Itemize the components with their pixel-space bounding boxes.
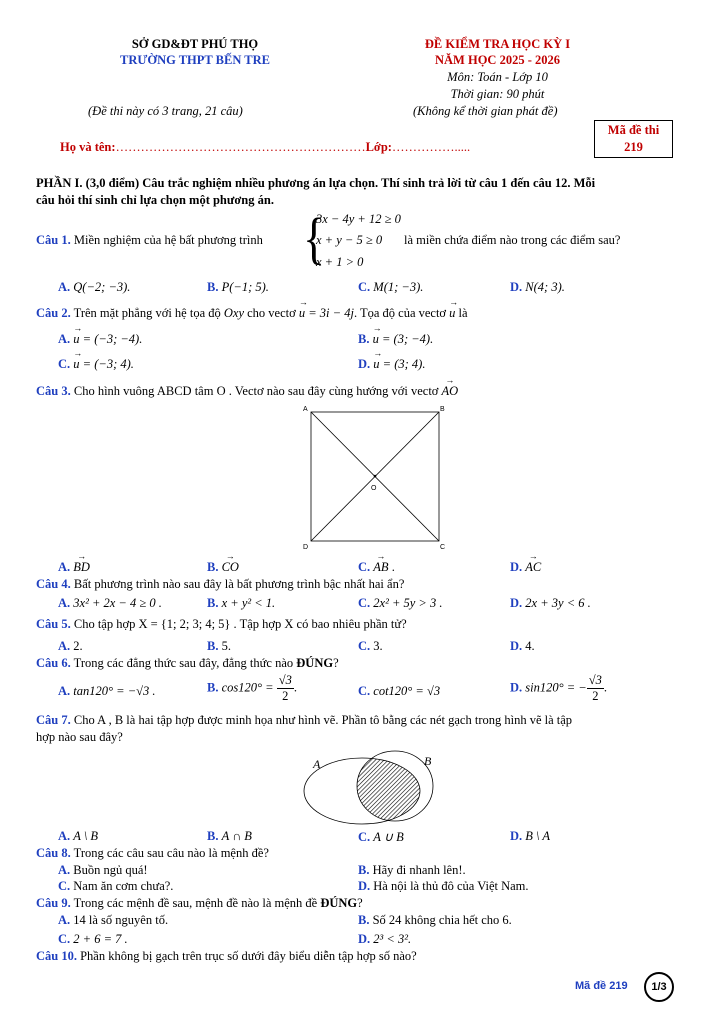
q9-option-d: D. 2³ < 3². — [358, 932, 412, 946]
q3-option-d: D. → AC — [510, 560, 541, 575]
time-note: (Không kể thời gian phát đề) — [413, 104, 558, 118]
exam-code-box — [594, 120, 673, 158]
q4-option-a: A. 3x² + 2x − 4 ≥ 0 . — [58, 596, 162, 610]
q6-option-d: D. sin120° = − $\frac{√3}{2}$ . — [510, 673, 607, 703]
q3-option-c: C. → AB . — [358, 560, 395, 575]
square-figure — [300, 404, 450, 549]
exam-time: Thời gian: 90 phút — [450, 87, 545, 101]
option-letter: B. — [207, 280, 219, 294]
q5-option-a: A. 2. — [58, 639, 83, 653]
q6-option-c: C. cot120° = √3 — [358, 684, 441, 698]
q2-option-a: A. → u = (−3; −4). — [58, 332, 142, 347]
venn-label-b: B — [424, 754, 432, 768]
q7-option-b: B. A ∩ B — [207, 829, 252, 843]
q1-option-d: D. N(4; 3). — [510, 280, 565, 294]
q3-label: Câu 3. — [36, 384, 71, 398]
name-label: Họ và tên: — [60, 140, 116, 154]
q1-option-a: A. Q(−2; −3). — [58, 280, 131, 294]
q5-option-b: B. 5. — [207, 639, 231, 653]
class-dots: ……………..... — [391, 140, 471, 154]
q5-option-c: C. 3. — [358, 639, 383, 653]
q1-option-c: C. M(1; −3). — [358, 280, 424, 294]
q8-option-b: B. Hãy đi nhanh lên!. — [358, 863, 466, 877]
q6-option-b: B. cos120° = $\frac{√3}{2}$ . — [207, 673, 297, 703]
q4-option-d: D. 2x + 3y < 6 . — [510, 596, 591, 610]
q2-option-b: B. → u = (3; −4). — [358, 332, 433, 347]
q9-option-c: C. 2 + 6 = 7 . — [58, 932, 128, 946]
q4-option-b: B. x + y² < 1. — [207, 596, 276, 610]
q2-label: Câu 2. — [36, 306, 71, 320]
label-o: O — [371, 485, 377, 492]
label-d: D — [303, 544, 309, 549]
q7-stem: Câu 7. Cho A , B là hai tập hợp được minh họa như hình vẽ. Phần tô bằng các nét gạch trong hình vẽ là tập — [36, 713, 573, 727]
q9-option-a: A. 14 là số nguyên tố. — [58, 913, 169, 927]
q1-ineq-1: 3x − 4y + 12 ≥ 0 — [316, 212, 401, 226]
q1-stem — [36, 233, 263, 248]
school-name: TRƯỜNG THPT BẾN TRE — [120, 53, 270, 67]
q7-option-c: C. A ∪ B — [358, 830, 404, 844]
q5-option-d: D. 4. — [510, 639, 535, 653]
q7-stem-2: hợp nào sau đây? — [36, 730, 123, 744]
q2-option-c: C. → u = (−3; 4). — [58, 357, 134, 372]
q2-stem: Câu 2. Trên mặt phẳng với hệ tọa độ Oxy cho vectơ → u = 3i − 4j. Tọa độ của vectơ → u là — [36, 306, 468, 321]
option-letter: A. — [58, 280, 71, 294]
q4-option-c: C. 2x² + 5y > 3 . — [358, 596, 443, 610]
q6-option-a: A. tan120° = −√3 . — [58, 684, 156, 698]
q8-option-a: A. Buồn ngủ quá! — [58, 863, 148, 877]
q1-ineq-2: x + y − 5 ≥ 0 — [316, 233, 383, 247]
q8-option-d: D. Hà nội là thủ đô của Việt Nam. — [358, 879, 529, 893]
q8-option-c: C. Nam ăn cơm chưa?. — [58, 879, 174, 893]
label-a: A — [303, 406, 308, 413]
q2-option-d: D. → u = (3; 4). — [358, 357, 425, 372]
option-letter: C. — [358, 280, 371, 294]
q1-text-after: là miền chứa điểm nào trong các điểm sau? — [404, 233, 621, 247]
option-letter: D. — [510, 280, 523, 294]
q3-option-a: A. → BD — [58, 560, 90, 575]
q1-ineq-3: x + 1 > 0 — [316, 255, 364, 269]
exam-title: ĐỀ KIỂM TRA HỌC KỲ I — [424, 37, 571, 51]
footer-exam-code: Mã đề 219 — [575, 980, 628, 992]
q7-option-d: D. B \ A — [510, 829, 551, 843]
center-point — [374, 475, 377, 478]
q4-stem: Câu 4. Bất phương trình nào sau đây là bất phương trình bậc nhất hai ẩn? — [36, 577, 405, 591]
q9-stem: Câu 9. Trong các mệnh đề sau, mệnh đề nào là mệnh đề ĐÚNG? — [36, 896, 363, 910]
q3-stem: Câu 3. Cho hình vuông ABCD tâm O . Vectơ nào sau đây cùng hướng với vectơ → AO — [36, 384, 458, 399]
label-b: B — [440, 406, 445, 413]
label-c: C — [440, 544, 446, 549]
q6-stem: Câu 6. Trong các đẳng thức sau đây, đẳng thức nào ĐÚNG? — [36, 656, 339, 670]
exam-code-value: 219 — [624, 140, 643, 154]
q3-option-b: B. → CO — [207, 560, 239, 575]
q7-option-a: A. A \ B — [58, 829, 99, 843]
system-brace: { — [303, 206, 326, 270]
q8-stem: Câu 8. Trong các câu sau câu nào là mệnh đề? — [36, 846, 269, 860]
part1-title-2: câu hỏi thí sinh chỉ lựa chọn một phương án. — [36, 193, 274, 207]
page-number-badge: 1/3 — [644, 972, 674, 1002]
q9-option-b: B. Số 24 không chia hết cho 6. — [358, 913, 512, 927]
q1-label: Câu 1. — [36, 233, 71, 247]
dept-name: SỞ GD&ĐT PHÚ THỌ — [131, 37, 259, 51]
q5-stem: Câu 5. Cho tập hợp X = {1; 2; 3; 4; 5} . Tập hợp X có bao nhiêu phần tử? — [36, 617, 407, 631]
part1-title: PHẦN I. (3,0 điểm) Câu trắc nghiệm nhiều phương án lựa chọn. Thí sinh trả lời từ câu 1 đến câu 12. Mỗi — [36, 176, 596, 190]
venn-label-a: A — [313, 757, 321, 771]
venn-diagram — [300, 746, 450, 838]
class-label: Lớp: — [365, 140, 392, 154]
exam-code-label: Mã đề thi — [607, 123, 660, 137]
pages-note: (Đề thi này có 3 trang, 21 câu) — [88, 104, 243, 118]
name-field — [60, 140, 470, 155]
exam-year: NĂM HỌC 2025 - 2026 — [435, 53, 560, 67]
q10-stem: Câu 10. Phần không bị gạch trên trục số dưới đây biểu diễn tập hợp số nào? — [36, 949, 417, 963]
q1-text: Miền nghiệm của hệ bất phương trình — [73, 233, 263, 247]
q1-option-b: B. P(−1; 5). — [207, 280, 269, 294]
exam-subject: Môn: Toán - Lớp 10 — [447, 70, 548, 84]
name-dots: …………………………………………………… — [115, 140, 366, 154]
